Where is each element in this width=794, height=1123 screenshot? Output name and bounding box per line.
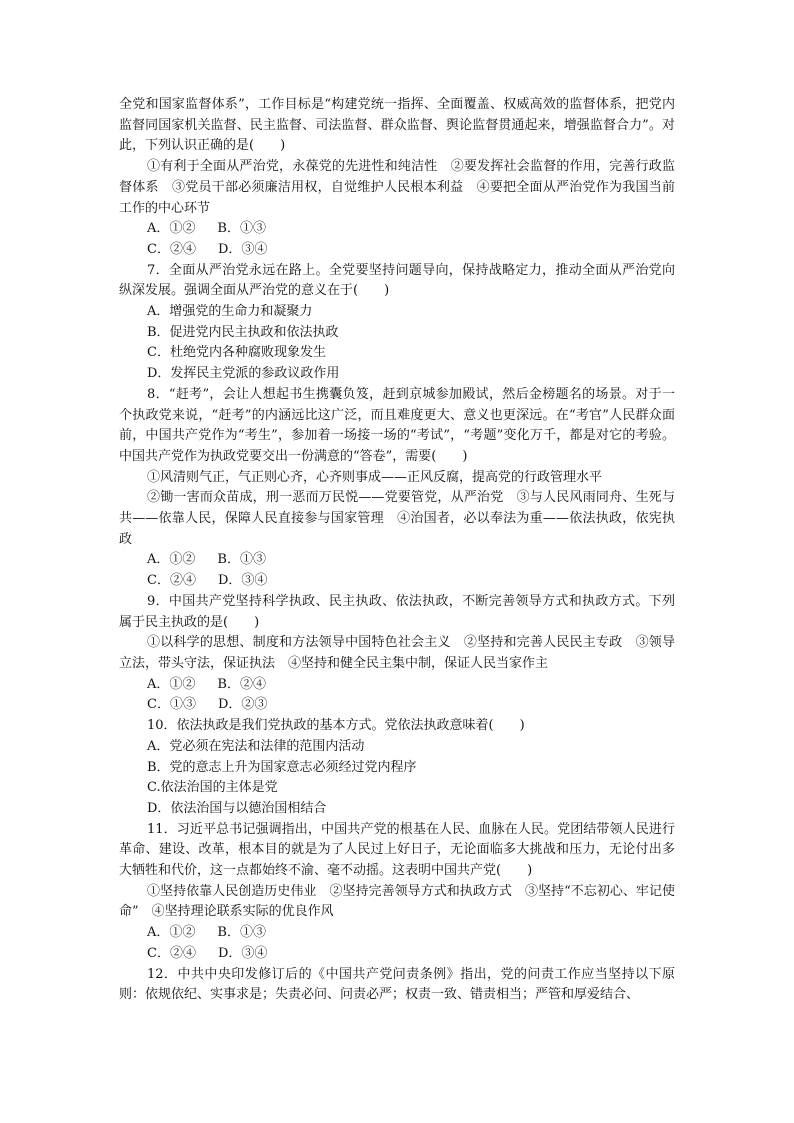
q11-statements: ①坚持依靠人民创造历史伟业 ②坚持完善领导方式和执政方式 ③坚持“不忘初心、牢记使命” ④坚持理论联系实际的优良作风 [119,883,675,920]
q11-options-row-1 [119,923,675,944]
q9-options-row-1 [119,675,675,696]
q8-option-a: A．①② [147,552,196,568]
q10-stem: 10．依法执政是我们党执政的基本方式。党依法执政意味着( ) [147,718,525,734]
q6-option-a: A．①② [147,221,196,237]
q6-option-b: B．①③ [217,221,266,237]
q11-options-row-2 [119,944,675,965]
q9-option-d: D．②③ [217,697,268,713]
q11-option-a: A．①② [147,925,196,941]
q8-option-c: C．②④ [147,573,196,589]
q11-stem: 11．习近平总书记强调指出，中国共产党的根基在人民、血脉在人民。党团结带领人民进行革命、建设、改革，根本目的就是为了人民过上好日子，无论面临多大挑战和压力，无论付出多大牺牲和代价，这一点都始终不渝、毫不动摇。这表明中国共产党( ) [119,821,675,879]
q8-statements-2-4: ②锄一害而众苗成，刑一恶而万民悦——党要管党，从严治党 ③与人民风雨同舟、生死与共——依靠人民，保障人民直接参与国家管理 ④治国者，必以奉法为重——依法执政，依宪执政 [119,490,675,547]
q8-stem: 8．“赶考”，会让人想起书生携囊负笈，赶到京城参加殿试，然后金榜题名的场景。对于一个执政党来说，“赶考”的内涵远比这广泛，而且难度更大、意义也更深远。在“考官”人民群众面前，中国共产党作为“考生”，参加着一场接一场的“考试”，“考题”变化万千，都是对它的考验。中国共产党作为执政党要交出一份满意的“答卷”，需要( ) [119,386,675,464]
q6-stem: 全党和国家监督体系”，工作目标是“构建党统一指挥、全面覆盖、权威高效的监督体系，把党内监督同国家机关监督、民主监督、司法监督、群众监督、舆论监督贯通起来，增强监督合力”。对此，下列认识正确的是( ) [119,97,675,154]
q8-statement-1: ①风清则气正，气正则心齐，心齐则事成——正风反腐，提高党的行政管理水平 [147,469,603,485]
q11-option-c: C．②④ [147,945,196,961]
q8-options-row-1 [119,550,675,571]
document-page [119,95,675,1006]
q8-option-d: D．③④ [217,573,268,589]
q7-option-a: A．增强党的生命力和凝聚力 [147,304,313,320]
q7-option-d: D．发挥民主党派的参政议政作用 [147,366,340,382]
q6-options-row-2 [119,240,675,261]
q9-options-row-2 [119,695,675,716]
q9-option-b: B．②④ [217,676,266,692]
q6-option-d: D．③④ [217,241,268,257]
q12-stem: 12．中共中央印发修订后的《中国共产党问责条例》指出，党的问责工作应当坚持以下原则：依规依纪、实事求是；失责必问、问责必严；权责一致、错责相当；严管和厚爱结合、 [119,966,675,1003]
q10-option-d: D．依法治国与以德治国相结合 [147,800,327,816]
q6-statements: ①有利于全面从严治党，永葆党的先进性和纯洁性 ②要发挥社会监督的作用，完善行政监督体系 ③党员干部必须廉洁用权，自觉维护人民根本利益 ④要把全面从严治党作为我国当前工作的中心环节 [119,159,675,216]
q10-option-b: B．党的意志上升为国家意志必须经过党内程序 [147,759,417,775]
q7-option-c: C．杜绝党内各种腐败现象发生 [147,345,326,361]
q7-stem: 7．全面从严治党永远在路上。全党要坚持问题导向，保持战略定力，推动全面从严治党向纵深发展。强调全面从严治党的意义在于( ) [119,262,675,299]
q7-option-b: B．促进党内民主执政和依法执政 [147,324,339,340]
q8-options-row-2 [119,571,675,592]
q11-option-b: B．①③ [217,925,266,941]
q6-option-c: C．②④ [147,241,196,257]
q9-statements: ①以科学的思想、制度和方法领导中国特色社会主义 ②坚持和完善人民民主专政 ③领导立法，带头守法，保证执法 ④坚持和健全民主集中制，保证人民当家作主 [119,635,675,671]
q10-option-a: A．党必须在宪法和法律的范围内活动 [147,738,365,754]
q9-option-a: A．①② [147,676,196,692]
q8-option-b: B．①③ [217,552,266,568]
q9-stem: 9．中国共产党坚持科学执政、民主执政、依法执政，不断完善领导方式和执政方式。下列属于民主执政的是( ) [119,593,675,630]
q11-option-d: D．③④ [217,945,268,961]
q6-options-row-1 [119,219,675,240]
q9-option-c: C．①③ [147,697,196,713]
q10-option-c: C.依法治国的主体是党 [147,780,278,796]
